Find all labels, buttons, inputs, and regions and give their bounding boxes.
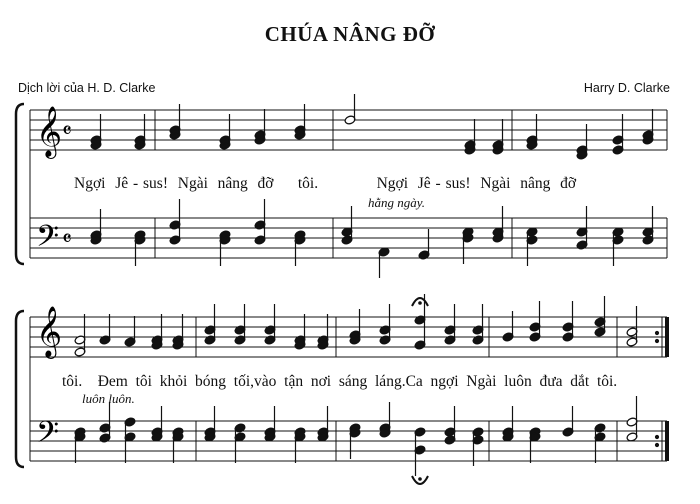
lyrics-line-1: Ngợi Jê - sus! Ngài nâng đỡ tôi. Ngợi Jê - sus! Ngài nâng đỡ	[74, 175, 577, 192]
lyrics-line-1-alt: hằng ngày.	[368, 195, 426, 210]
repeat-dot	[655, 443, 658, 446]
treble-clef-system1: 𝄞	[36, 106, 63, 157]
lyrics-line-2-alt: luôn luôn.	[82, 391, 135, 406]
song-title: CHÚA NÂNG ĐỠ	[264, 22, 436, 46]
bass-clef-system2: 𝄢	[36, 416, 60, 457]
system-bracket	[16, 104, 24, 264]
treble-clef-system2: 𝄞	[36, 306, 63, 357]
lyrics-line-2: tôi. Đem tôi khỏi bóng tối,vào tận nơi sáng láng.Ca ngợi Ngài luôn đưa dắt tôi.	[62, 373, 618, 390]
translator-credit: Dịch lời của H. D. Clarke	[18, 81, 156, 95]
fermata-dot	[418, 301, 422, 305]
composer-credit: Harry D. Clarke	[583, 81, 670, 95]
bass-clef-system1: 𝄢	[36, 220, 60, 261]
fermata-dot	[418, 477, 422, 481]
repeat-dot	[655, 435, 658, 438]
time-signature-treble-1: 𝄴	[62, 119, 72, 144]
system-bracket	[16, 311, 24, 467]
repeat-dot	[655, 331, 658, 334]
repeat-dot	[655, 339, 658, 342]
time-signature-bass-1: 𝄴	[62, 227, 72, 252]
